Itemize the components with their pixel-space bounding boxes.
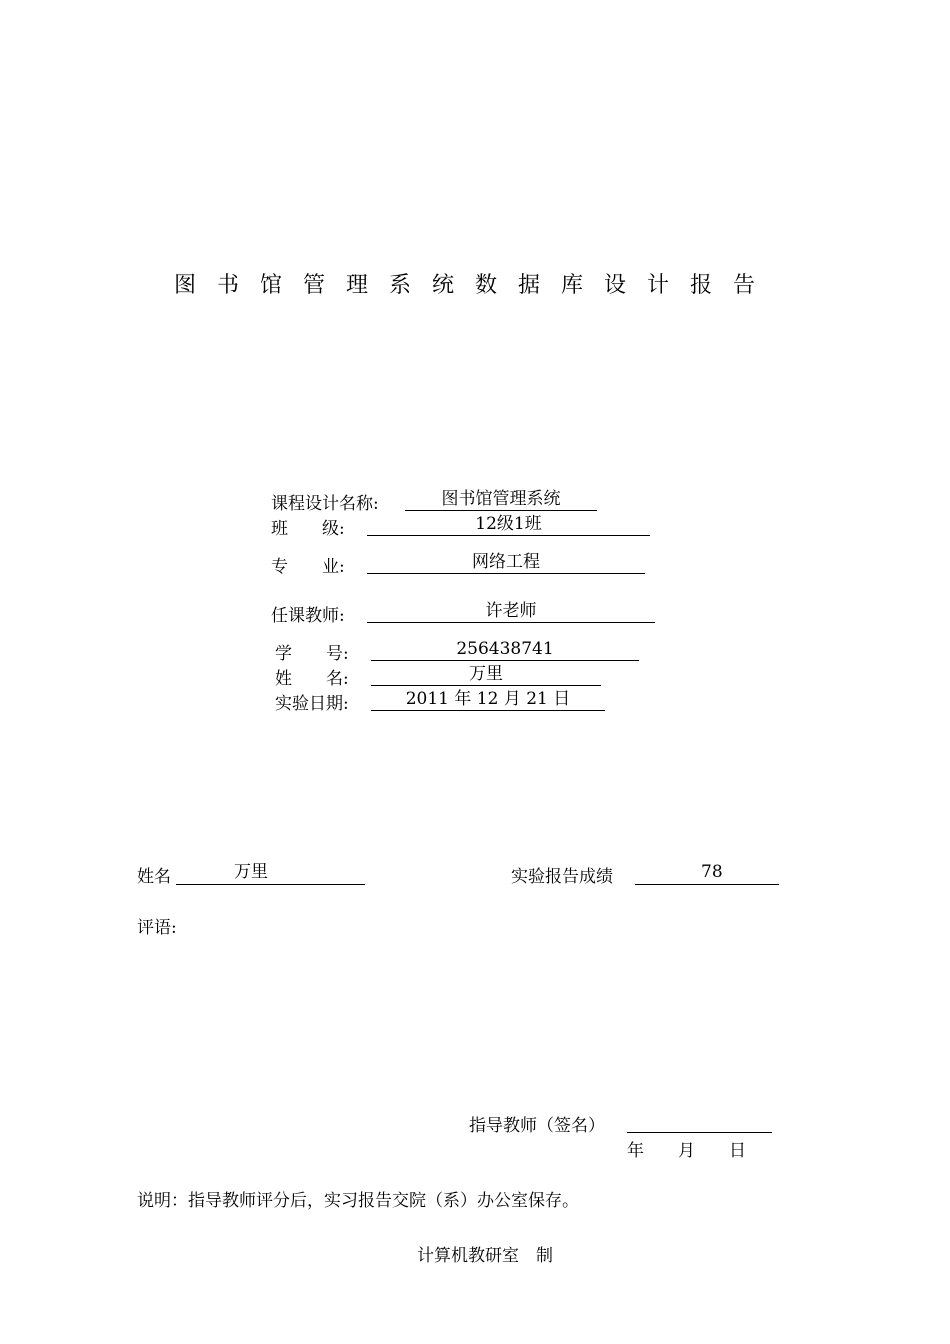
score-value: 78 bbox=[701, 862, 723, 882]
teacher-value: 许老师 bbox=[367, 600, 655, 623]
comment-label: 评语: bbox=[137, 918, 177, 938]
student-name-label: 姓 名: bbox=[275, 669, 349, 689]
class-label: 班 级: bbox=[271, 519, 345, 539]
student-id-value: 256438741 bbox=[371, 638, 639, 661]
course-name-value: 图书馆管理系统 bbox=[405, 488, 597, 511]
teacher-label: 任课教师: bbox=[271, 606, 345, 626]
student-name-value: 万里 bbox=[371, 663, 601, 686]
course-name-label: 课程设计名称: bbox=[271, 494, 379, 514]
major-label: 专 业: bbox=[271, 557, 345, 577]
exp-date-label: 实验日期: bbox=[275, 694, 349, 714]
footer-maker: 计算机教研室 制 bbox=[417, 1246, 553, 1266]
report-title: 图书馆管理系统数据库设计报告 bbox=[173, 273, 776, 298]
footer-note: 说明：指导教师评分后，实习报告交院（系）办公室保存。 bbox=[137, 1191, 579, 1211]
major-value: 网络工程 bbox=[367, 551, 645, 574]
student-id-label: 学 号: bbox=[275, 644, 349, 664]
signature-line bbox=[627, 1132, 772, 1133]
grading-name-value: 万里 bbox=[234, 862, 268, 882]
signature-label: 指导教师（签名） bbox=[469, 1116, 605, 1136]
grading-name-field bbox=[176, 860, 365, 885]
class-value: 12级1班 bbox=[367, 513, 650, 536]
grading-name-label: 姓名 bbox=[137, 867, 171, 887]
score-field bbox=[635, 860, 779, 885]
exp-date-value: 2011 年 12 月 21 日 bbox=[371, 688, 605, 711]
score-label: 实验报告成绩 bbox=[511, 867, 613, 887]
sign-date: 年 月 日 bbox=[627, 1141, 746, 1161]
